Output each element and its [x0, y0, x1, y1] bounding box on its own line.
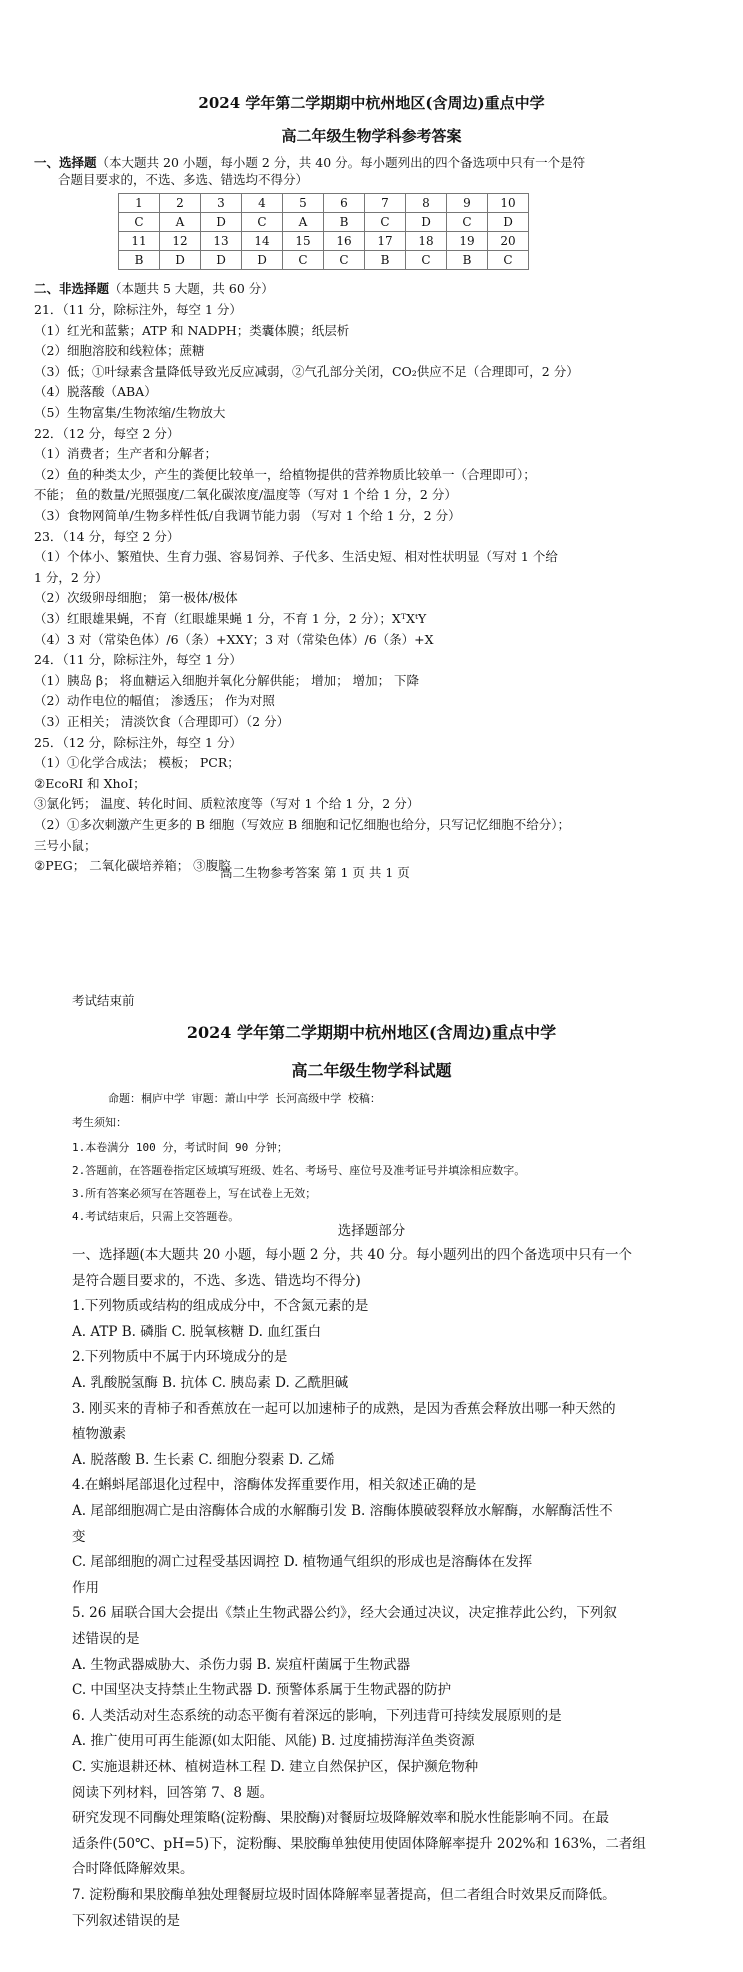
answer-line: （2）次级卵母细胞； 第一极体/极体	[34, 590, 238, 606]
answer-table-cell: 4	[242, 194, 283, 213]
answer-line: 不能； 鱼的数量/光照强度/二氧化碳浓度/温度等（写对 1 个给 1 分，2 分）	[34, 487, 457, 503]
answer-line: 21．（11 分，除标注外，每空 1 分）	[34, 302, 242, 317]
answer-table-cell: C	[119, 213, 160, 232]
answer-line: （1）消费者；生产者和分解者；	[34, 446, 217, 462]
answer-table-cell: A	[283, 213, 324, 232]
exam-line: 4.在蝌蚪尾部退化过程中，溶酶体发挥重要作用，相关叙述正确的是	[72, 1477, 477, 1494]
exam-line: 7. 淀粉酶和果胶酶单独处理餐厨垃圾时固体降解率显著提高，但二者组合时效果反而降低。	[72, 1887, 616, 1903]
answer-table-cell: D	[160, 251, 201, 270]
exam-line: 作用	[72, 1579, 99, 1596]
section2-header	[34, 281, 274, 297]
answer-table-cell: C	[283, 251, 324, 270]
answer-line: （2）鱼的种类太少，产生的粪便比较单一，给植物提供的营养物质比较单一（合理即可）；	[34, 466, 536, 482]
answer-table-cell: D	[488, 213, 529, 232]
section2-desc: （本题共 5 大题，共 60 分）	[109, 281, 274, 296]
answer-table-cell: B	[447, 251, 488, 270]
answer-table-cell: 18	[406, 232, 447, 251]
answer-line: （1）①化学合成法； 模板； PCR；	[34, 755, 240, 771]
answer-table-cell: D	[201, 251, 242, 270]
exam-line: 5. 26 届联合国大会提出《禁止生物武器公约》，经大会通过决议，决定推荐此公约，下列叙	[72, 1605, 617, 1622]
exam-line: 2.下列物质中不属于内环境成分的是	[72, 1349, 288, 1366]
answer-table-cell: 17	[365, 232, 406, 251]
answer-line: （3）红眼雄果蝇，不育（红眼雄果蝇 1 分，不育 1 分，2 分）；XᵀXᵗY	[34, 611, 427, 626]
notice-item: 4.考试结束后，只需上交答题卷。	[72, 1210, 240, 1223]
exam-line: 一、选择题(本大题共 20 小题，每小题 2 分，共 40 分。每小题列出的四个备选项中只有一个	[72, 1247, 632, 1263]
answer-line: 23．（14 分，每空 2 分）	[34, 528, 180, 544]
answer-table	[118, 193, 529, 270]
answer-table-cell: 12	[160, 232, 201, 251]
exam-line: 3. 刚买来的青柿子和香蕉放在一起可以加速柿子的成熟，是因为香蕉会释放出哪一种天然的	[72, 1400, 616, 1417]
answer-table-cell: C	[324, 251, 365, 270]
exam-line: 述错误的是	[72, 1631, 140, 1647]
exam-line: A. 生物武器威胁大、杀伤力弱 B. 炭疽杆菌属于生物武器	[72, 1656, 411, 1673]
answer-line: 24．（11 分，除标注外，每空 1 分）	[34, 652, 242, 668]
section1-label: 一、选择题	[34, 155, 97, 170]
exam-line: 1.下列物质或结构的组成成分中，不含氮元素的是	[72, 1298, 369, 1315]
answer-table-row	[119, 194, 529, 213]
answer-table-cell: 14	[242, 232, 283, 251]
exam-line: A. ATP B. 磷脂 C. 脱氧核糖 D. 血红蛋白	[72, 1323, 322, 1340]
answer-table-cell: 2	[160, 194, 201, 213]
exam-line: 研究发现不同酶处理策略(淀粉酶、果胶酶)对餐厨垃圾降解效率和脱水性能影响不同。在最	[72, 1810, 610, 1827]
answer-table-cell: 6	[324, 194, 365, 213]
answer-line: （3）食物网简单/生物多样性低/自我调节能力弱 （写对 1 个给 1 分，2 分）	[34, 508, 461, 523]
answer-table-cell: 15	[283, 232, 324, 251]
answer-footer: 高二生物参考答案 第 1 页 共 1 页	[220, 865, 410, 880]
notice-item: 3.所有答案必须写在答题卷上，写在试卷上无效；	[72, 1187, 317, 1200]
answer-table-cell: D	[201, 213, 242, 232]
answer-table-cell: 19	[447, 232, 488, 251]
exam-line: 是符合题目要求的，不选、多选、错选均不得分)	[72, 1272, 361, 1289]
answer-table-cell: C	[242, 213, 283, 232]
answer-table-cell: 9	[447, 194, 488, 213]
answer-table-cell: C	[365, 213, 406, 232]
exam-title: 2024 学年第二学期期中杭州地区(含周边)重点中学	[186, 1023, 557, 1042]
answer-table-cell: B	[119, 251, 160, 270]
exam-line: 阅读下列材料，回答第 7、8 题。	[72, 1784, 274, 1801]
answer-table-cell: 10	[488, 194, 529, 213]
notice-item: 2.答题前，在答题卷指定区域填写班级、姓名、考场号、座位号及准考证号并填涂相应数字。	[72, 1164, 526, 1177]
exam-header-note: 考试结束前	[72, 993, 135, 1008]
answer-title: 2024 学年第二学期期中杭州地区(含周边)重点中学	[198, 94, 545, 112]
answer-line: （1）红光和蓝紫；ATP 和 NADPH；类囊体膜；纸层析	[34, 322, 350, 338]
answer-line: （2）动作电位的幅值； 渗透压； 作为对照	[34, 693, 275, 709]
part-label: 选择题部分	[337, 1223, 406, 1239]
answer-line: （4）3 对（常染色体）/6（条）+XXY；3 对（常染色体）/6（条）+X	[34, 631, 434, 647]
exam-line: A. 推广使用可再生能源(如太阳能、风能) B. 过度捕捞海洋鱼类资源	[72, 1733, 475, 1750]
section1-header	[34, 155, 585, 171]
section2-label: 二、非选择题	[34, 281, 110, 296]
answer-line: ②PEG； 二氧化碳培养箱； ③腹腔	[34, 858, 231, 874]
answer-line: （4）脱落酸（ABA）	[34, 384, 157, 400]
answer-table-cell: 7	[365, 194, 406, 213]
answer-line: （2）细胞溶胶和线粒体；蔗糖	[34, 343, 205, 359]
answer-table-cell: 8	[406, 194, 447, 213]
exam-line: A. 尾部细胞凋亡是由溶酶体合成的水解酶引发 B. 溶酶体膜破裂释放水解酶，水解酶活性不	[72, 1503, 613, 1519]
exam-line: A. 脱落酸 B. 生长素 C. 细胞分裂素 D. 乙烯	[72, 1451, 335, 1468]
answer-line: （1）胰岛 β； 将血糖运入细胞并氧化分解供能； 增加； 增加； 下降	[34, 672, 420, 688]
exam-line: 下列叙述错误的是	[72, 1912, 180, 1929]
answer-table-cell: C	[406, 251, 447, 270]
answer-table-row	[119, 232, 529, 251]
answer-table-cell: 20	[488, 232, 529, 251]
answer-line: 1 分，2 分）	[34, 569, 108, 585]
exam-line: 植物激素	[72, 1426, 126, 1443]
section1-desc: （本大题共 20 小题，每小题 2 分，共 40 分。每小题列出的四个备选项中只有一个是符	[96, 155, 586, 170]
answer-line: 三号小鼠；	[34, 837, 97, 853]
answer-table-cell: C	[488, 251, 529, 270]
exam-line: 变	[72, 1528, 86, 1545]
answer-line: ②EcoRI 和 XhoI；	[34, 775, 146, 791]
answer-table-cell: A	[160, 213, 201, 232]
answer-table-cell: 13	[201, 232, 242, 251]
exam-line: C. 尾部细胞的凋亡过程受基因调控 D. 植物通气组织的形成也是溶酶体在发挥	[72, 1554, 533, 1571]
answer-line: （3）低；①叶绿素含量降低导致光反应减弱，②气孔部分关闭，CO₂供应不足（合理即可，2 分）	[34, 363, 579, 379]
answer-table-row	[119, 251, 529, 270]
exam-line: 适条件(50℃、pH=5)下，淀粉酶、果胶酶单独使用使固体降解率提升 202%和 163%，二者组	[72, 1835, 646, 1852]
answer-line: 22．（12 分，每空 2 分）	[34, 425, 180, 441]
answer-table-row	[119, 213, 529, 232]
answer-line: 25．（12 分，除标注外，每空 1 分）	[34, 734, 242, 750]
answer-table-cell: B	[365, 251, 406, 270]
answer-line: （3）正相关； 清淡饮食（合理即可）（2 分）	[34, 714, 290, 729]
answer-line: （5）生物富集/生物浓缩/生物放大	[34, 405, 226, 420]
exam-line: C. 中国坚决支持禁止生物武器 D. 预警体系属于生物武器的防护	[72, 1682, 452, 1699]
answer-table-cell: D	[406, 213, 447, 232]
notice-header: 考生须知：	[72, 1116, 127, 1129]
notice-item: 1.本卷满分 100 分，考试时间 90 分钟；	[72, 1141, 288, 1154]
answer-table-cell: B	[324, 213, 365, 232]
answer-line: （2）①多次刺激产生更多的 B 细胞（写效应 B 细胞和记忆细胞也给分，只写记忆细胞不给分）；	[34, 817, 570, 832]
section1-desc-line2: 合题目要求的，不选、多选、错选均不得分）	[58, 172, 309, 187]
answer-table-cell: 5	[283, 194, 324, 213]
exam-line: 6. 人类活动对生态系统的动态平衡有着深远的影响，下列违背可持续发展原则的是	[72, 1707, 562, 1724]
answer-table-cell: 3	[201, 194, 242, 213]
answer-line: ③氯化钙； 温度、转化时间、质粒浓度等（写对 1 个给 1 分，2 分）	[34, 796, 420, 812]
exam-line: A. 乳酸脱氢酶 B. 抗体 C. 胰岛素 D. 乙酰胆碱	[72, 1375, 349, 1391]
answer-table-cell: 11	[119, 232, 160, 251]
answer-table-cell: 16	[324, 232, 365, 251]
answer-subtitle: 高二年级生物学科参考答案	[281, 127, 462, 145]
exam-subtitle: 高二年级生物学科试题	[291, 1061, 452, 1080]
exam-line: C. 实施退耕还林、植树造林工程 D. 建立自然保护区，保护濒危物种	[72, 1759, 479, 1775]
answer-table-cell: 1	[119, 194, 160, 213]
exam-credits: 命题：桐庐中学 审题：萧山中学 长河高级中学 校稿：	[108, 1092, 381, 1105]
answer-table-cell: C	[447, 213, 488, 232]
answer-table-cell: D	[242, 251, 283, 270]
exam-line: 合时降低降解效果。	[72, 1861, 194, 1878]
answer-line: （1）个体小、繁殖快、生育力强、容易饲养、子代多、生活史短、相对性状明显（写对 1 个给	[34, 549, 558, 565]
